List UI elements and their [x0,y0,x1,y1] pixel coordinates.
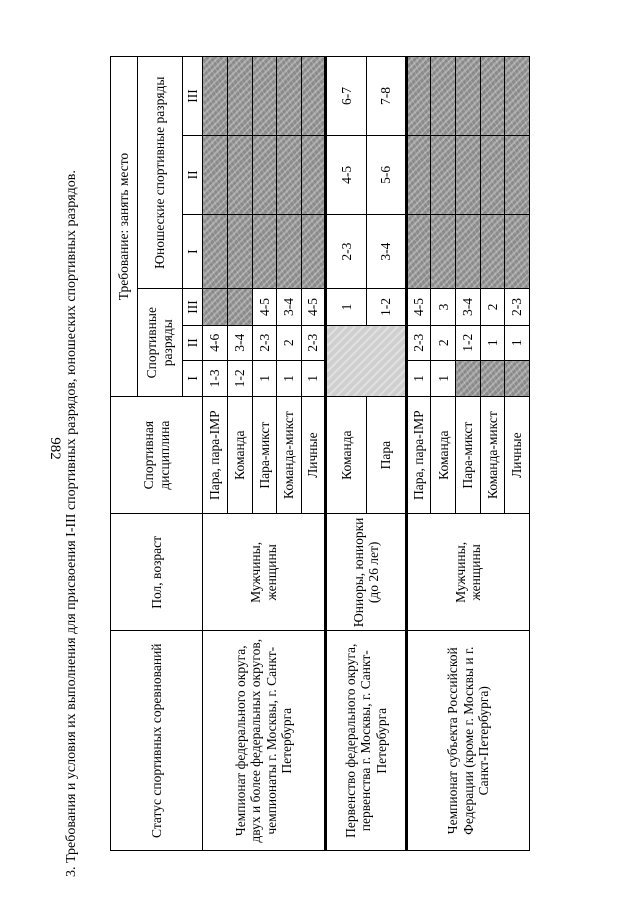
shaded-cell [456,360,481,396]
table-row-discipline: Личные [301,397,326,514]
shaded-cell [227,135,252,214]
table-cell: 2-3 [406,325,431,360]
shaded-cell [252,135,277,214]
table-row-discipline: Пара, пара-IMP [406,397,431,514]
shaded-cell [203,135,228,214]
table-cell: 2 [431,325,456,360]
table-row-discipline: Пара [366,397,406,514]
header-youth-rank-iii: III [182,57,203,136]
table-cell: 6-7 [326,57,366,136]
table-cell: 1-2 [227,360,252,396]
shaded-cell [480,135,505,214]
shaded-cell [431,57,456,136]
table-cell: 3-4 [277,289,302,325]
shaded-cell [480,57,505,136]
header-youth-ranks: Юношеские спортивные разряды [137,57,182,289]
group-1-status: Чемпионат федерального округа, двух и более федеральных округов, чемпионаты г. Москвы, г. Санкт-Петербурга [203,631,326,851]
shaded-cell [227,214,252,289]
table-row-discipline: Пара, пара-IMP [203,397,228,514]
shaded-cell [301,57,326,136]
shaded-cell [252,57,277,136]
header-youth-rank-i: I [182,214,203,289]
table-cell: 4-5 [301,289,326,325]
shaded-cell [431,135,456,214]
group-2-gender: Юниоры, юниорки (до 26 лет) [326,514,407,631]
shaded-cell [227,57,252,136]
shaded-cell [505,214,530,289]
shaded-cell [456,135,481,214]
table-cell: 7-8 [366,57,406,136]
header-rank-iii: III [182,289,203,325]
table-row-discipline: Пара-микст [252,397,277,514]
group-3-status: Чемпионат субъекта Российской Федерации (кроме г. Москвы и г. Санкт-Петербурга) [406,631,529,851]
shaded-cell [203,214,228,289]
header-requirement: Требование: занять место [111,57,138,397]
table-caption: 3. Требования и условия их выполнения для присвоения I-III спортивных разрядов, юношеских спортивных разрядов. [64,170,79,877]
table-cell: 2-3 [301,325,326,360]
table-cell: 5-6 [366,135,406,214]
table-cell: 1 [252,360,277,396]
table-row-discipline: Личные [505,397,530,514]
table-cell: 4-5 [406,289,431,325]
shaded-cell [277,214,302,289]
table-cell: 2-3 [252,325,277,360]
table-cell: 2 [277,325,302,360]
shaded-cell [406,214,431,289]
shaded-cell [480,214,505,289]
table-cell: 2-3 [505,289,530,325]
shaded-cell [301,135,326,214]
shaded-cell [227,289,252,325]
table-row-discipline: Команда-микст [277,397,302,514]
table-row-discipline: Команда [227,397,252,514]
table-cell: 2 [480,289,505,325]
shaded-cell [252,214,277,289]
table-cell: 1 [480,325,505,360]
table-cell: 3-4 [227,325,252,360]
shaded-cell [456,57,481,136]
table-row-discipline: Пара-микст [456,397,481,514]
table-cell: 3 [431,289,456,325]
shaded-cell [406,135,431,214]
header-rank-ii: II [182,325,203,360]
table-cell: 1 [301,360,326,396]
header-sport-ranks: Спортивные разряды [137,289,182,397]
group-3-gender: Мужчины, женщины [406,514,529,631]
shaded-cell [326,325,407,396]
shaded-cell [505,57,530,136]
shaded-cell [301,214,326,289]
table-cell: 1 [505,325,530,360]
shaded-cell [480,360,505,396]
shaded-cell [406,57,431,136]
header-status: Статус спортивных соревнований [111,631,203,851]
table-cell: 1 [326,289,366,325]
shaded-cell [277,57,302,136]
table-cell: 3-4 [456,289,481,325]
group-2-status: Первенство федерального округа, первенства г. Москвы, г. Санкт-Петербурга [326,631,407,851]
table-cell: 1 [431,360,456,396]
table-cell: 1 [406,360,431,396]
table-cell: 1-2 [456,325,481,360]
table-row-discipline: Команда [431,397,456,514]
shaded-cell [203,289,228,325]
rotated-page-content [64,56,540,877]
table-cell: 1-2 [366,289,406,325]
group-1-gender: Мужчины, женщины [203,514,326,631]
table-cell: 4-5 [326,135,366,214]
header-youth-rank-ii: II [182,135,203,214]
table-cell: 1-3 [203,360,228,396]
ranks-requirements-table [110,56,530,851]
table-cell: 4-6 [203,325,228,360]
shaded-cell [431,214,456,289]
shaded-cell [277,135,302,214]
shaded-cell [203,57,228,136]
table-row-discipline: Команда-микст [480,397,505,514]
header-discipline: Спортивная дисциплина [111,397,203,514]
table-cell: 4-5 [252,289,277,325]
table-cell: 3-4 [366,214,406,289]
header-rank-i: I [182,360,203,396]
shaded-cell [456,214,481,289]
table-cell: 2-3 [326,214,366,289]
table-row-discipline: Команда [326,397,366,514]
shaded-cell [505,135,530,214]
header-gender-age: Пол, возраст [111,514,203,631]
table-cell: 1 [277,360,302,396]
page-number: 982 [46,437,63,460]
shaded-cell [505,360,530,396]
